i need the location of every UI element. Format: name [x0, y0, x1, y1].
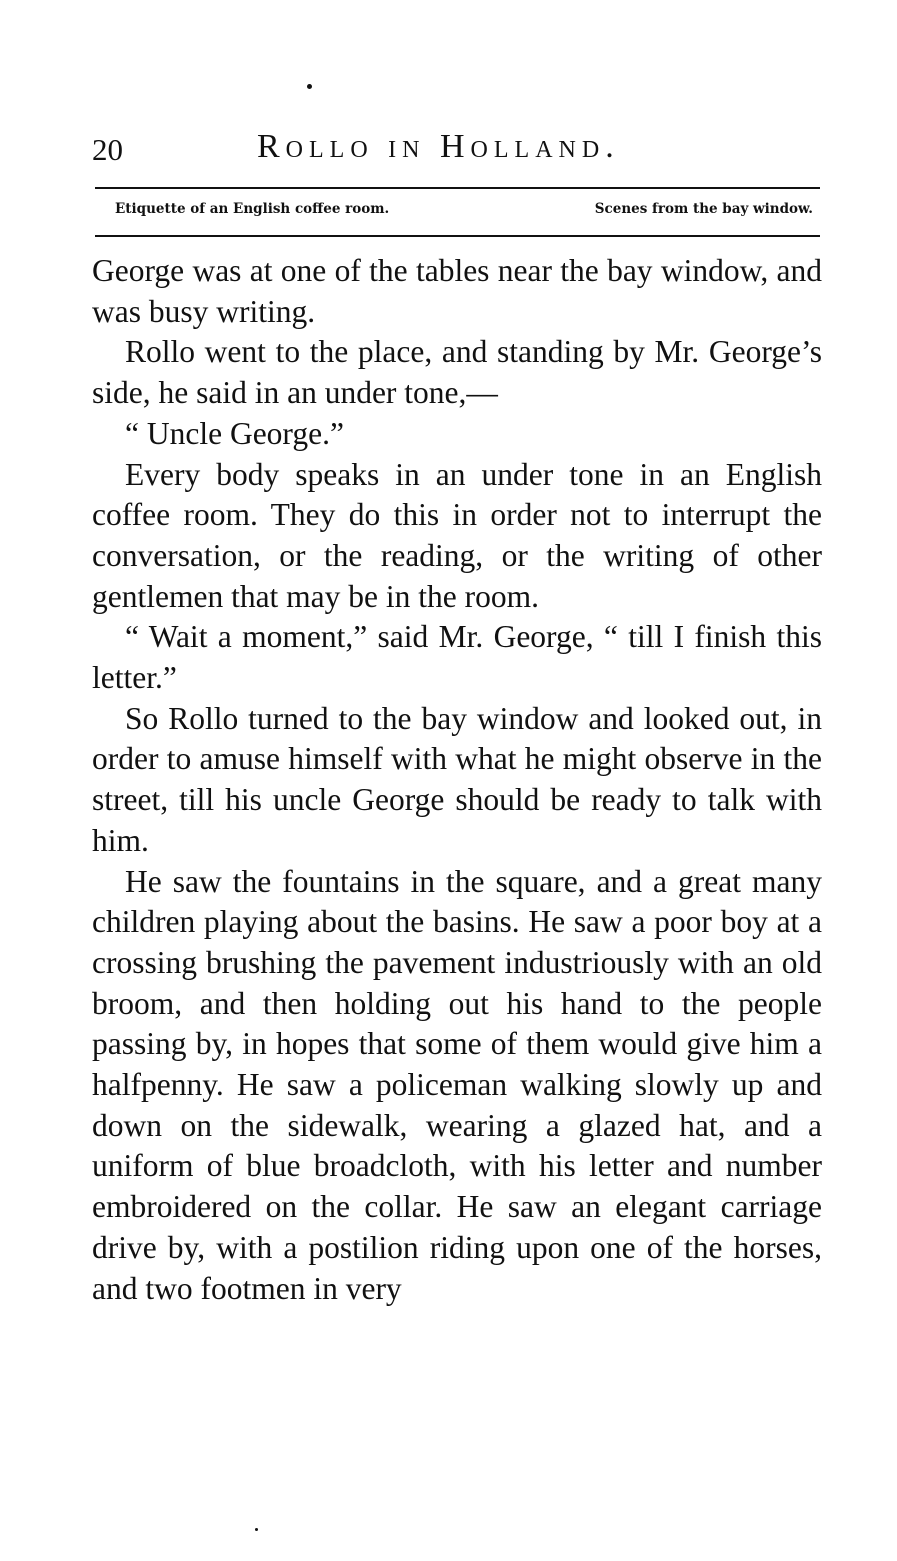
paragraph: So Rollo turned to the bay window and looked out, in order to amuse himself with what he might observe in the street, till his uncle George should be ready to talk with him. [92, 700, 822, 858]
topic-line [115, 201, 815, 227]
book-title: Rollo in Holland. [257, 128, 620, 165]
paragraph: Rollo went to the place, and standing by Mr. George’s side, he said in an under tone,— [92, 334, 822, 411]
header-rule-top [95, 187, 820, 189]
ink-speck-bottom [255, 1528, 258, 1531]
paragraph: “ Uncle George.” [125, 415, 344, 451]
topic-left: Etiquette of an English coffee room. [115, 201, 390, 217]
running-head [92, 128, 820, 174]
topic-right: Scenes from the bay window. [594, 201, 813, 217]
header-rule-bottom [95, 235, 820, 237]
body-text [92, 251, 822, 1309]
page-number: 20 [92, 132, 123, 167]
ink-speck-top [307, 84, 312, 89]
paragraph: “ Wait a moment,” said Mr. George, “ till I finish this letter.” [92, 619, 822, 696]
paragraph: George was at one of the tables near the bay window, and was busy writing. [92, 253, 822, 329]
paragraph: Every body speaks in an under tone in an English coffee room. They do this in order not to interrupt the conversation, or the reading, or the writing of other gentlemen that may be in the room. [92, 456, 822, 614]
paragraph: He saw the fountains in the square, and a great many children playing about the basins. He saw a poor boy at a crossing brushing the pavement industriously with an old broom, and then holding out his hand to the people passing by, in hopes that some of them would give him a halfpenny. He saw a policeman walking slowly up and down on the sidewalk, wearing a glazed hat, and a uniform of blue broadcloth, with his letter and number embroidered on the collar. He saw an elegant carriage drive by, with a postilion riding upon one of the horses, and two footmen in very [92, 863, 822, 1306]
